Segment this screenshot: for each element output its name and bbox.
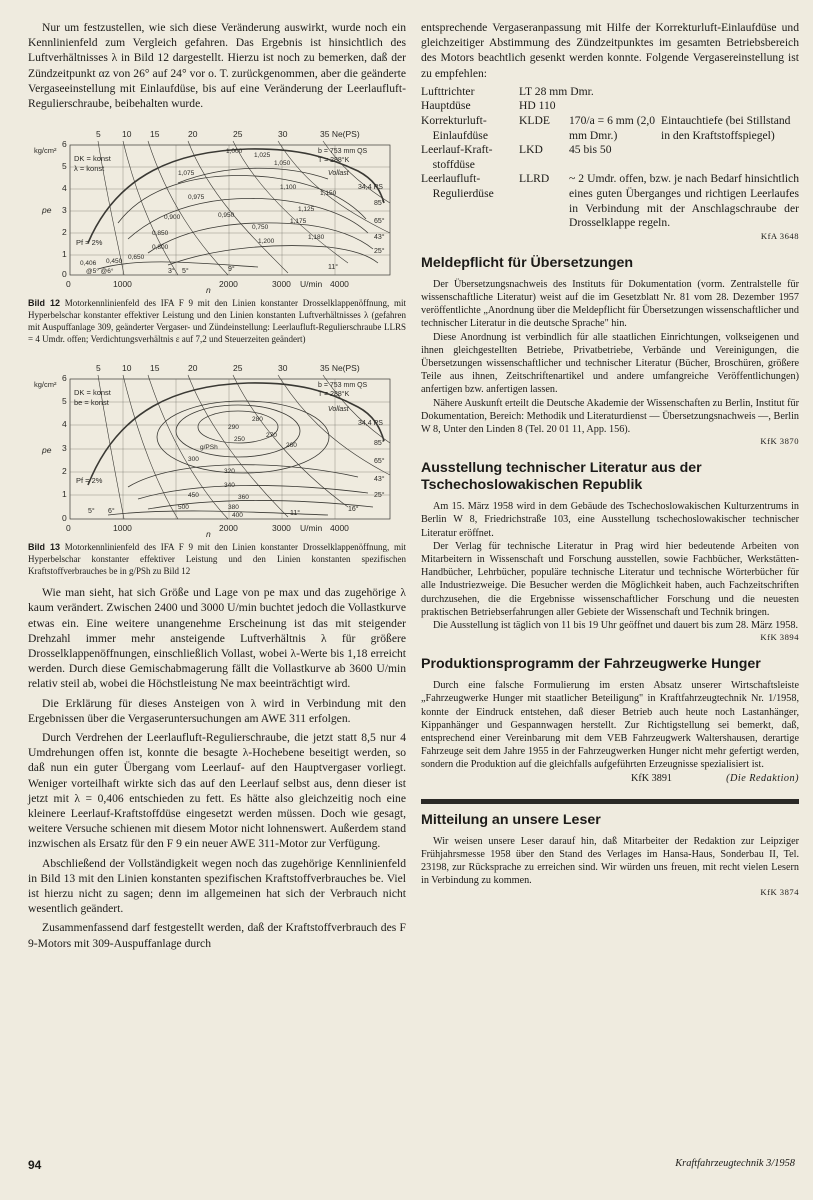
left-column bbox=[28, 20, 406, 951]
fig13-x-label: n bbox=[206, 529, 211, 538]
fig12-y-tick: 2 bbox=[62, 227, 67, 238]
produktion-paragraph: Durch eine falsche Formulierung im ersten Absatz unserer Wirtschaftsleiste „Fahrzeugwerke Hunger mit staatlicher Beteiligung" in Kraftfahrzeugtechnik Nr. 1/1958, konnte der Eindruck entstehen, daß dieser Betrieb auch heute noch Lastanhänger, Kippanhänger und Gespannwagen herstellt. Zur Richtigstellung sei bemerkt, daß, entsprechend einer Vereinbarung mit dem VEB Fahrzeugwerk Waltershausen, derartige Fahrzeuge seit dem Jahre 1955 in der Fahrzeugwerken Hunger nicht mehr gefertigt werden, sondern die Produktion auf die gleichfalls aufgeführten Erzeugnisse spezialisiert ist. bbox=[421, 680, 799, 771]
fig13-box-pressure: b = 753 mm QS bbox=[318, 382, 368, 390]
body-paragraph-5: Zusammenfassend darf festgestellt werden, daß der Kraftstoffverbrauch des F 9-Motors mit 309-Auspuffanlage durch bbox=[28, 921, 406, 950]
fig12-lambda-label: 0,650 bbox=[128, 254, 145, 262]
fig13-pf: Pf = 2% bbox=[76, 476, 103, 486]
body-paragraph-4: Abschließend der Vollständigkeit wegen noch das zugehörige Kennlinienfeld in Bild 13 mit den Linien konstanten spezifischen Kraftstoffverbrauches be. Viel ist hierzu nicht zu sagen; denn im allgemeinen hat sich der Verbrauch nicht wesentlich geändert. bbox=[28, 856, 406, 916]
article-code: KfK 3870 bbox=[760, 436, 799, 447]
fig13-top-tick: 25 bbox=[233, 363, 243, 374]
fig13-be-label: 280 bbox=[252, 416, 263, 424]
fig13-x-tick: 3000 bbox=[272, 523, 291, 534]
fig13-y-tick: 6 bbox=[62, 373, 67, 384]
article-code: KfK 3891 bbox=[631, 772, 673, 784]
spec-code: LLRD bbox=[519, 172, 550, 186]
page-number: 94 bbox=[28, 1158, 42, 1172]
fig12-x-tick: 3000 bbox=[272, 279, 291, 290]
fig12-top-tick: 5 bbox=[96, 129, 101, 140]
fig12-y-tick: 1 bbox=[62, 249, 67, 260]
fig13-be-label: 320 bbox=[224, 468, 235, 476]
fig13-x-tick: U/min bbox=[300, 523, 323, 534]
fig13-y-tick: 2 bbox=[62, 466, 67, 477]
article-codeline bbox=[421, 772, 799, 785]
fig13-be-label: 260 bbox=[286, 442, 297, 450]
fig13-y-tick: 0 bbox=[62, 513, 67, 524]
spec-value: 45 bis 50 bbox=[569, 143, 612, 157]
fig13-be-label: 450 bbox=[188, 492, 199, 500]
fig12-y-tick: 5 bbox=[62, 161, 67, 172]
continuation-paragraph: entsprechende Vergaseranpassung mit Hilfe der Korrekturluft-Einlaufdüse und gleichzeitiger Abstimmung des Zündzeitpunktes im gesamten Betriebsbereich des Motors beachtlich gesenkt werden konnte. Folgende Vergasereinstellung ist zu empfehlen: bbox=[421, 21, 799, 80]
fig13-legend-be: be = konst bbox=[74, 398, 109, 408]
figure-13-caption bbox=[28, 541, 406, 577]
spec-row bbox=[421, 143, 799, 172]
section-divider bbox=[421, 799, 799, 804]
meldepflicht-paragraph-1: Der Übersetzungsnachweis des Instituts für Dokumentation (vorm. Zentralstelle für wissenschaftliche Literatur) weist auf die im Gesetzblatt Nr. 81 vom 28. Dezember 1957 veröffentlichte „Anordnung über die Meldepflicht für Übersetzungen wissenschaftlicher und technischer Literatur in die deutsche Sprache" hin. bbox=[421, 278, 799, 330]
fig12-top-tick: 15 bbox=[150, 129, 160, 140]
fig13-x-tick: 4000 bbox=[330, 523, 349, 534]
figure-13-caption-label: Bild 13 bbox=[28, 542, 60, 553]
fig12-lambda-label: 1,000 bbox=[226, 148, 243, 156]
fig12-pct: 85° bbox=[374, 200, 385, 208]
fig12-lambda-label: 0,850 bbox=[152, 230, 169, 238]
fig13-unit: g/PSh bbox=[200, 444, 218, 452]
spec-value: LT 28 mm Dmr. bbox=[519, 84, 594, 98]
fig12-top-tick: 30 bbox=[278, 129, 288, 140]
fig12-pct: 11° bbox=[328, 264, 339, 272]
figure-12 bbox=[28, 123, 406, 345]
fig13-be-label: 360 bbox=[238, 494, 249, 502]
fig12-lambda-label: 1,075 bbox=[178, 170, 195, 178]
fig12-lambda-label: 0,750 bbox=[252, 224, 269, 232]
fig13-y-tick: 4 bbox=[62, 419, 67, 430]
fig12-pct: 25° bbox=[374, 248, 385, 256]
heading-meldepflicht: Meldepflicht für Übersetzungen bbox=[421, 254, 634, 271]
intro-paragraph: Nur um festzustellen, wie sich diese Veränderung auswirkt, wurde noch ein Kennlinienfeld zum Vergleich gefahren. Das Ergebnis ist hinsichtlich des Luftverhältnisses λ in Bild 12 dargestellt. Hierzu ist noch zu bemerken, daß der Zündzeitpunkt αz von 26° auf 24° vor o. T. zurückgenommen, aber die geänderte Vergaseeinstellung mit Einlaufdüse, bis auf eine Veränderung der Leerlaufluft-Regulierschraube, beibehalten wurde. bbox=[28, 21, 406, 111]
spec-row bbox=[421, 85, 799, 100]
fig12-bottom-small: @5° @6° bbox=[86, 268, 114, 276]
fig13-be-label: 400 bbox=[232, 512, 243, 520]
editorial-note: (Die Redaktion) bbox=[726, 772, 799, 784]
fig13-pct: 11° bbox=[290, 510, 301, 518]
fig13-be-label: 270 bbox=[266, 432, 277, 440]
fig12-top-tick: 20 bbox=[188, 129, 198, 140]
fig12-legend-lambda: λ = konst bbox=[74, 164, 105, 174]
fig13-top-tick: 10 bbox=[122, 363, 132, 374]
fig12-pct: 43° bbox=[374, 234, 385, 242]
fig12-lambda-label: 1,125 bbox=[298, 206, 315, 214]
fig13-legend-dk: DK = konst bbox=[74, 388, 111, 398]
fig13-top-tick: 20 bbox=[188, 363, 198, 374]
article-code: KfA 3648 bbox=[760, 230, 799, 241]
meldepflicht-paragraph-3: Nähere Auskunft erteilt die Deutsche Akademie der Wissenschaften zu Berlin, Institut für Dokumentation, Bereich: Methodik und Literaturdienst — Übersetzungsnachweis —, Berlin W 8, Unter den Linden 8 (Tel. 20 01 11, App. 156). bbox=[421, 397, 799, 435]
fig12-pf: Pf = 2% bbox=[76, 238, 103, 248]
fig12-y-tick: 6 bbox=[62, 139, 67, 150]
fig13-ps: 34,4 PS bbox=[358, 420, 383, 428]
article-code: KfK 3874 bbox=[760, 887, 799, 898]
meldepflicht-paragraph-2: Diese Anordnung ist verbindlich für alle staatlichen Einrichtungen, volkseigenen und ihnen gleichgestellten Betriebe, Privatbetriebe, Verbände und Vereinigungen, die Übersetzungen wissenschaftlicher und technischer Literatur (Bücher, Broschüren, größere Teile aus ihnen, Zeitschriftenartikel und andere umfangreiche Veröffentlichungen) anfertigen bzw. anfertigen lassen. bbox=[421, 331, 799, 396]
fig12-pct: 9° bbox=[228, 266, 235, 274]
figure-12-diagram bbox=[28, 123, 406, 293]
fig12-top-tick: 10 bbox=[122, 129, 132, 140]
figure-13-caption-text: Motorkennlinienfeld des IFA F 9 mit den Linien konstanter Drosselklappenöffnung, mit Hyperbelschar konstanter effektiver Leistung und den Linien konstanten spezifischen Kraftstoffverbrauches be in g/PSh zu Bild 12 bbox=[28, 542, 407, 577]
fig13-be-label: 340 bbox=[224, 482, 235, 490]
ausstellung-paragraph-1: Am 15. März 1958 wird in dem Gebäude des Tschechoslowakischen Kulturzentrums in Berlin W 8, Friedrichstraße 103, eine Ausstellung tschechoslowakischer technischer Literatur eröffnet. bbox=[421, 501, 799, 539]
fig13-top-tick: 5 bbox=[96, 363, 101, 374]
fig12-top-tick: 25 bbox=[233, 129, 243, 140]
right-column bbox=[421, 20, 799, 897]
fig13-be-label: 250 bbox=[234, 436, 245, 444]
spec-value: ~ 2 Umdr. offen, bzw. je nach Bedarf hinsichtlich eines guten Überganges und richtigen Leerlaufes in Verbindung mit der Anschlagschraube der Drosselklappe regeln. bbox=[569, 172, 799, 230]
spec-value: 170/a = 6 mm (2,0 mm Dmr.) bbox=[569, 114, 656, 142]
fig13-be-label: 500 bbox=[178, 504, 189, 512]
spec-row bbox=[421, 114, 799, 143]
fig12-lambda-label: 0,900 bbox=[164, 214, 181, 222]
fig12-lambda-label: 0,975 bbox=[188, 194, 205, 202]
fig13-be-label: 380 bbox=[228, 504, 239, 512]
fig12-x-tick: 0 bbox=[66, 279, 71, 290]
fig13-vollast: Vollast bbox=[328, 406, 349, 414]
heading-produktionsprogramm: Produktionsprogramm der Fahrzeugwerke Hunger bbox=[421, 656, 761, 673]
spec-term: Leerlauf-Kraft- stoffdüse bbox=[421, 143, 493, 171]
fig12-y-label: pe bbox=[42, 205, 52, 216]
fig12-y-tick: 3 bbox=[62, 205, 67, 216]
fig12-box-pressure: b = 753 mm QS bbox=[318, 148, 368, 156]
fig13-y-unit: kg/cm² bbox=[34, 380, 57, 390]
fig13-top-tick: 15 bbox=[150, 363, 160, 374]
fig12-pct: 5° bbox=[182, 268, 189, 276]
fig12-lambda-label: 1,200 bbox=[258, 238, 275, 246]
fig13-pct: 16° bbox=[348, 506, 359, 514]
spec-term: Hauptdüse bbox=[421, 99, 471, 113]
fig12-lambda-label: 1,050 bbox=[274, 160, 291, 168]
spec-value: HD 110 bbox=[519, 99, 556, 113]
fig12-y-tick: 0 bbox=[62, 269, 67, 280]
fig12-lambda-label: 1,025 bbox=[254, 152, 271, 160]
heading-mitteilung: Mitteilung an unsere Leser bbox=[421, 811, 601, 828]
spec-row bbox=[421, 99, 799, 114]
spec-code: LKD bbox=[519, 143, 543, 157]
fig13-x-tick: 1000 bbox=[113, 523, 132, 534]
figure-12-caption bbox=[28, 297, 406, 345]
fig13-y-tick: 3 bbox=[62, 443, 67, 454]
fig13-pct: 5° bbox=[88, 508, 95, 516]
fig13-pct: 25° bbox=[374, 492, 385, 500]
body-paragraph-2: Die Erklärung für dieses Ansteigen von λ wird in Verbindung mit den Ergebnissen über die Vergaseruntersuchungen am AWE 311 erfolgen. bbox=[28, 696, 406, 725]
ausstellung-paragraph-3: Die Ausstellung ist täglich von 11 bis 19 Uhr geöffnet und dauert bis zum 28. März 1958. bbox=[433, 620, 798, 632]
fig12-lambda-label: 0,800 bbox=[152, 244, 169, 252]
spec-row bbox=[421, 172, 799, 230]
heading-ausstellung: Ausstellung technischer Literatur aus der Tschechoslowakischen Republik bbox=[421, 460, 702, 494]
body-paragraph-1: Wie man sieht, hat sich Größe und Lage von pe max und das zugehörige λ kaum verändert. Zwischen 2400 und 3000 U/min buchtet jedoch die Vollastkurve etwas ein. Eine weitere unangenehme Erscheinung ist das mit steigender Drehzahl immer mehr ansteigende Luftverhältnis λ für größere Drosselklappenöffnungen, einschließlich Vollast, wobei λ-Werte bis 1,18 erreicht werden. Durch diese Gemischabmagerung fällt die Vollastkurve ab 3600 U/min relativ steil ab, wobei die Höchstleistung Ne max beeinträchtigt wird. bbox=[28, 586, 406, 691]
spec-code: KLDE bbox=[519, 114, 550, 127]
fig13-be-label: 300 bbox=[188, 456, 199, 464]
fig13-pct: 85° bbox=[374, 440, 385, 448]
fig13-pct: 6° bbox=[108, 508, 115, 516]
fig12-lambda-label: 1,180 bbox=[308, 234, 325, 242]
fig12-top-tick: 35 Ne(PS) bbox=[320, 129, 360, 140]
fig12-lambda-label: 0,950 bbox=[218, 212, 235, 220]
fig12-lambda-label: 1,150 bbox=[320, 190, 337, 198]
fig13-x-tick: 0 bbox=[66, 523, 71, 534]
figure-12-caption-label: Bild 12 bbox=[28, 298, 60, 309]
fig13-y-tick: 1 bbox=[62, 489, 67, 500]
spec-term: Leerlaufluft- Regulierdüse bbox=[421, 172, 494, 200]
fig12-legend-dk: DK = konst bbox=[74, 154, 111, 164]
fig13-pct: 65° bbox=[374, 458, 385, 466]
fig12-pct: 3° bbox=[168, 268, 175, 276]
fig12-x-label: n bbox=[206, 285, 211, 294]
fig12-vollast: Vollast bbox=[328, 170, 349, 178]
fig13-top-tick: 30 bbox=[278, 363, 288, 374]
spec-note: Eintauchtiefe (bei Stillstand in den Kraftstoffspiegel) bbox=[661, 114, 791, 142]
fig13-be-label: 290 bbox=[228, 424, 239, 432]
ausstellung-paragraph-2: Der Verlag für technische Literatur in Prag wird hier bedeutende Arbeiten von Mitarbeitern in Wissenschaft und Forschung ausstellen, sowie Fachbücher, Werkstätten-Handbücher, Lehrbücher, populäre technische Literatur und technische Wörterbücher für alle Industriezweige. Die Besucher werden die Möglichkeit haben, auch Fachzeitschriften durchzusehen, die die Ergebnisse wissenschaftlicher Forschung und die neuesten praktischen Betriebserfahrungen aller Gebiete der Wissenschaft und Technik bringen. bbox=[421, 540, 799, 618]
fig12-box-temp: T = 288°K bbox=[318, 157, 350, 165]
fig13-top-tick: 35 Ne(PS) bbox=[320, 363, 360, 374]
article-code: KfK 3894 bbox=[760, 632, 799, 643]
fig13-y-label: pe bbox=[42, 445, 52, 456]
fig13-x-tick: 2000 bbox=[219, 523, 238, 534]
fig12-lambda-label: 0,406 bbox=[80, 260, 97, 268]
fig13-box-temp: T = 288°K bbox=[318, 391, 350, 399]
journal-issue: Kraftfahrzeugtechnik 3/1958 bbox=[675, 1158, 795, 1169]
fig12-x-tick: 1000 bbox=[113, 279, 132, 290]
fig12-y-tick: 4 bbox=[62, 183, 67, 194]
spec-term: Lufttrichter bbox=[421, 84, 475, 98]
spec-term: Korrekturluft- Einlaufdüse bbox=[421, 114, 488, 142]
fig12-x-tick: 2000 bbox=[219, 279, 238, 290]
fig12-x-tick: 4000 bbox=[330, 279, 349, 290]
fig12-y-unit: kg/cm² bbox=[34, 146, 57, 156]
body-paragraph-3: Durch Verdrehen der Leerlaufluft-Regulierschraube, die jetzt statt 8,5 nur 4 Umdrehungen offen ist, konnte die besagte λ-Hochebene beseitigt werden, so daß nun ein guter Übergang vom Leerlauf- auf den Hauptvergaser vorliegt. Weniger vorteilhaft wirkte sich das auf den Leerlauf selbst aus, denn dieser ist jetzt mit λ = 0,406 entschieden zu fett. Es hätte also gleichzeitig noch eine kleinere Leerlauf-Kraftstoffdüse eingesetzt werden müssen. Doch wie gesagt, weitere Versuche schienen mit diesem Motor nicht lohnenswert. Außerdem stand inzwischen als Ersatz für den F 9 ein neuer AWE 311-Motor zur Verfügung. bbox=[28, 731, 406, 851]
fig12-pct: 65° bbox=[374, 218, 385, 226]
figure-13 bbox=[28, 357, 406, 577]
fig12-x-tick: U/min bbox=[300, 279, 323, 290]
fig12-lambda-label: 0,450 bbox=[106, 258, 123, 266]
fig12-ps: 34,4 PS bbox=[358, 184, 383, 192]
fig13-y-tick: 5 bbox=[62, 396, 67, 407]
mitteilung-paragraph: Wir weisen unsere Leser darauf hin, daß Mitarbeiter der Redaktion zur Leipziger Frühjahrsmesse 1958 über den Stand des Verlages im Hansa-Haus, Sonderbau II, Tel. 23198, zur Rücksprache zu erreichen sind. Wir würden uns freuen, mit recht vielen Lesern in Verbindung zu kommen. bbox=[421, 835, 799, 887]
fig12-lambda-label: 1,100 bbox=[280, 184, 297, 192]
figure-12-caption-text: Motorkennlinienfeld des IFA F 9 mit den Linien konstanter Drosselklappenöffnung, mit Hyperbelschar konstanter effektiver Leistung und den Linien konstanten Luftverhältnisses λ (gefahren mit Auspuffanlage 309, geänderter Vergaser- und Zündeinstellung: Leerlaufluft-Regulierschraube LLRS = 4 Umdr. offen; Verdichtungsverhältnis ε auf 7,2 und Steuerzeiten geändert) bbox=[28, 298, 407, 345]
fig13-pct: 43° bbox=[374, 476, 385, 484]
carburetor-spec-table bbox=[421, 85, 799, 231]
figure-13-diagram bbox=[28, 357, 406, 537]
fig12-lambda-label: 1,175 bbox=[290, 218, 307, 226]
